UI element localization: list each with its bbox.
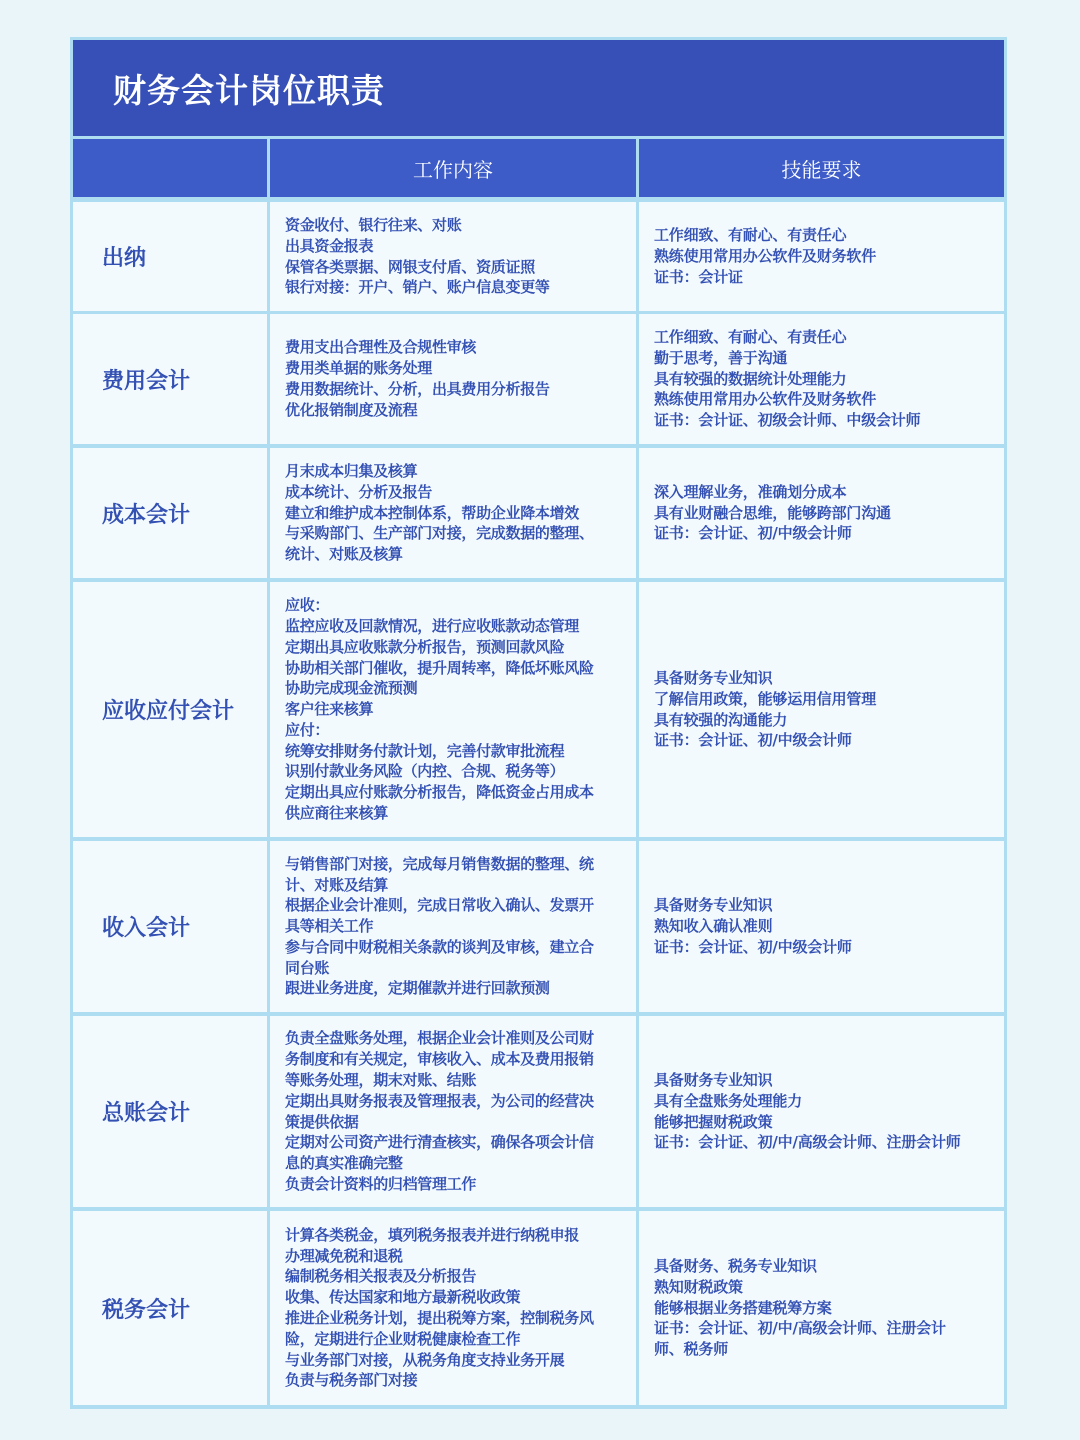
work-item: 定期出具财务报表及管理报表，为公司的经营决 [285, 1091, 594, 1110]
skill-item: 证书：会计证、初/中级会计师 [654, 524, 852, 543]
work-item: 办理减免税和退税 [285, 1246, 403, 1265]
work-content-cell [270, 1016, 636, 1207]
work-item: 成本统计、分析及报告 [285, 482, 433, 501]
work-item: 资金收付、银行往来、对账 [285, 215, 462, 234]
skill-item: 具备财务、税务专业知识 [654, 1257, 817, 1275]
role-name: 收入会计 [73, 841, 267, 1012]
work-item: 建立和维护成本控制体系，帮助企业降本增效 [285, 503, 580, 522]
work-item: 优化报销制度及流程 [285, 400, 418, 419]
skill-item: 证书：会计证 [654, 267, 743, 286]
skill-requirements-cell [639, 841, 1004, 1012]
skill-item: 具有业财融合思维，能够跨部门沟通 [654, 503, 891, 522]
skill-requirements-cell [639, 448, 1004, 578]
work-item: 监控应收及回款情况，进行应收账款动态管理 [285, 616, 580, 635]
skill-item: 熟知收入确认准则 [654, 917, 773, 936]
skill-item: 具备财务专业知识 [654, 668, 773, 687]
work-content-cell [270, 448, 636, 578]
work-item: 策提供依据 [285, 1112, 359, 1131]
work-item: 应收： [285, 596, 330, 615]
skill-list [654, 895, 996, 957]
work-item: 收集、传达国家和地方最新税收政策 [285, 1288, 521, 1307]
skill-list [654, 668, 996, 751]
header-role-cell [73, 139, 267, 197]
page-title: 财务会计岗位职责 [73, 40, 1004, 136]
work-item: 参与合同中财税相关条款的谈判及审核，建立合 [285, 937, 594, 956]
work-item: 与采购部门、生产部门对接，完成数据的整理、 [285, 524, 594, 543]
work-content-list [285, 461, 628, 565]
work-item: 统计、对账及核算 [285, 545, 403, 564]
work-content-list [285, 215, 628, 298]
skill-list [654, 225, 996, 287]
work-content-list [285, 1225, 628, 1391]
work-item: 跟进业务进度，定期催款并进行回款预测 [285, 979, 550, 998]
skill-item: 熟练使用常用办公软件及财务软件 [654, 247, 877, 266]
skill-requirements-cell [639, 202, 1004, 311]
work-item: 根据企业会计准则，完成日常收入确认、发票开 [285, 896, 594, 915]
skill-item: 工作细致、有耐心、有责任心 [654, 226, 847, 245]
responsibility-card [70, 37, 1007, 1409]
work-content-cell [270, 1211, 636, 1405]
skill-requirements-cell [639, 1211, 1004, 1405]
skill-requirements-cell [639, 314, 1004, 444]
work-item: 费用支出合理性及合规性审核 [285, 338, 477, 357]
header-work-content: 工作内容 [270, 139, 636, 197]
work-item: 负责全盘账务处理，根据企业会计准则及公司财 [285, 1029, 594, 1048]
work-item: 负责会计资料的归档管理工作 [285, 1174, 477, 1193]
work-item: 负责与税务部门对接 [285, 1371, 418, 1390]
skill-item: 证书：会计证、初/中级会计师 [654, 937, 852, 956]
skill-list [654, 327, 996, 431]
skill-item: 了解信用政策，能够运用信用管理 [654, 689, 877, 708]
skill-item: 具备财务专业知识 [654, 896, 773, 915]
skill-item: 证书：会计证、初/中/高级会计师、注册会计师 [654, 1133, 961, 1152]
work-item: 协助相关部门催收，提升周转率，降低坏账风险 [285, 658, 594, 677]
work-item: 统筹安排财务付款计划，完善付款审批流程 [285, 741, 565, 760]
role-name: 成本会计 [73, 448, 267, 578]
work-item: 客户往来核算 [285, 700, 374, 719]
role-name: 税务会计 [73, 1211, 267, 1405]
work-item: 与销售部门对接，完成每月销售数据的整理、统 [285, 854, 594, 873]
skill-item: 具有较强的数据统计处理能力 [654, 369, 847, 388]
work-content-cell [270, 582, 636, 837]
work-item: 等账务处理，期末对账、结账 [285, 1070, 477, 1089]
work-item: 推进企业税务计划，提出税筹方案，控制税务风 [285, 1309, 594, 1327]
skill-item: 深入理解业务，准确划分成本 [654, 482, 847, 501]
work-content-cell [270, 314, 636, 444]
work-item: 编制税务相关报表及分析报告 [285, 1267, 477, 1286]
skill-item: 证书：会计证、初/中/高级会计师、注册会计 [654, 1319, 946, 1338]
skill-item: 证书：会计证、初级会计师、中级会计师 [654, 411, 921, 430]
work-item: 识别付款业务风险（内控、合规、税务等） [285, 762, 565, 781]
work-item: 应付： [285, 720, 330, 739]
work-item: 月末成本归集及核算 [285, 462, 418, 480]
work-item: 具等相关工作 [285, 917, 374, 936]
work-item: 银行对接：开户、销户、账户信息变更等 [285, 278, 550, 297]
work-item: 费用数据统计、分析，出具费用分析报告 [285, 380, 550, 398]
work-item: 费用类单据的账务处理 [285, 359, 433, 378]
skill-item: 勤于思考，善于沟通 [654, 348, 788, 367]
skill-item: 工作细致、有耐心、有责任心 [654, 328, 847, 346]
role-name: 费用会计 [73, 314, 267, 444]
skill-item: 具有全盘账务处理能力 [654, 1091, 803, 1110]
work-item: 出具资金报表 [285, 236, 374, 255]
role-name: 出纳 [73, 202, 267, 311]
skill-item: 熟练使用常用办公软件及财务软件 [654, 390, 877, 409]
work-item: 定期对公司资产进行清查核实，确保各项会计信 [285, 1133, 594, 1152]
skill-requirements-cell [639, 582, 1004, 837]
work-content-cell [270, 202, 636, 311]
work-content-list [285, 595, 628, 824]
work-item: 险，定期进行企业财税健康检查工作 [285, 1329, 521, 1348]
work-content-cell [270, 841, 636, 1012]
work-item: 计算各类税金，填列税务报表并进行纳税申报 [285, 1225, 580, 1244]
role-name: 总账会计 [73, 1016, 267, 1207]
skill-item: 熟知财税政策 [654, 1277, 743, 1296]
work-item: 务制度和有关规定，审核收入、成本及费用报销 [285, 1050, 594, 1069]
skill-item: 能够把握财税政策 [654, 1112, 773, 1131]
skill-list [654, 482, 996, 544]
skill-list [654, 1256, 996, 1360]
work-item: 保管各类票据、网银支付盾、资质证照 [285, 257, 535, 276]
skill-item: 能够根据业务搭建税筹方案 [654, 1298, 832, 1317]
work-item: 定期出具应付账款分析报告，降低资金占用成本 [285, 783, 594, 802]
work-item: 供应商往来核算 [285, 804, 388, 823]
work-item: 与业务部门对接，从税务角度支持业务开展 [285, 1350, 565, 1369]
skill-requirements-cell [639, 1016, 1004, 1207]
work-item: 协助完成现金流预测 [285, 679, 418, 698]
skill-item: 具备财务专业知识 [654, 1070, 773, 1089]
work-content-list [285, 1028, 628, 1194]
work-item: 同台账 [285, 958, 330, 977]
header-skill-requirements: 技能要求 [639, 139, 1004, 197]
work-content-list [285, 337, 628, 420]
role-name: 应收应付会计 [73, 582, 267, 837]
skill-list [654, 1070, 996, 1153]
work-item: 定期出具应收账款分析报告，预测回款风险 [285, 637, 565, 656]
work-content-list [285, 854, 628, 1000]
skill-item: 具有较强的沟通能力 [654, 710, 788, 729]
skill-item: 证书：会计证、初/中级会计师 [654, 731, 852, 750]
work-item: 计、对账及结算 [285, 875, 388, 894]
work-item: 息的真实准确完整 [285, 1154, 403, 1173]
skill-item: 师、税务师 [654, 1340, 729, 1359]
